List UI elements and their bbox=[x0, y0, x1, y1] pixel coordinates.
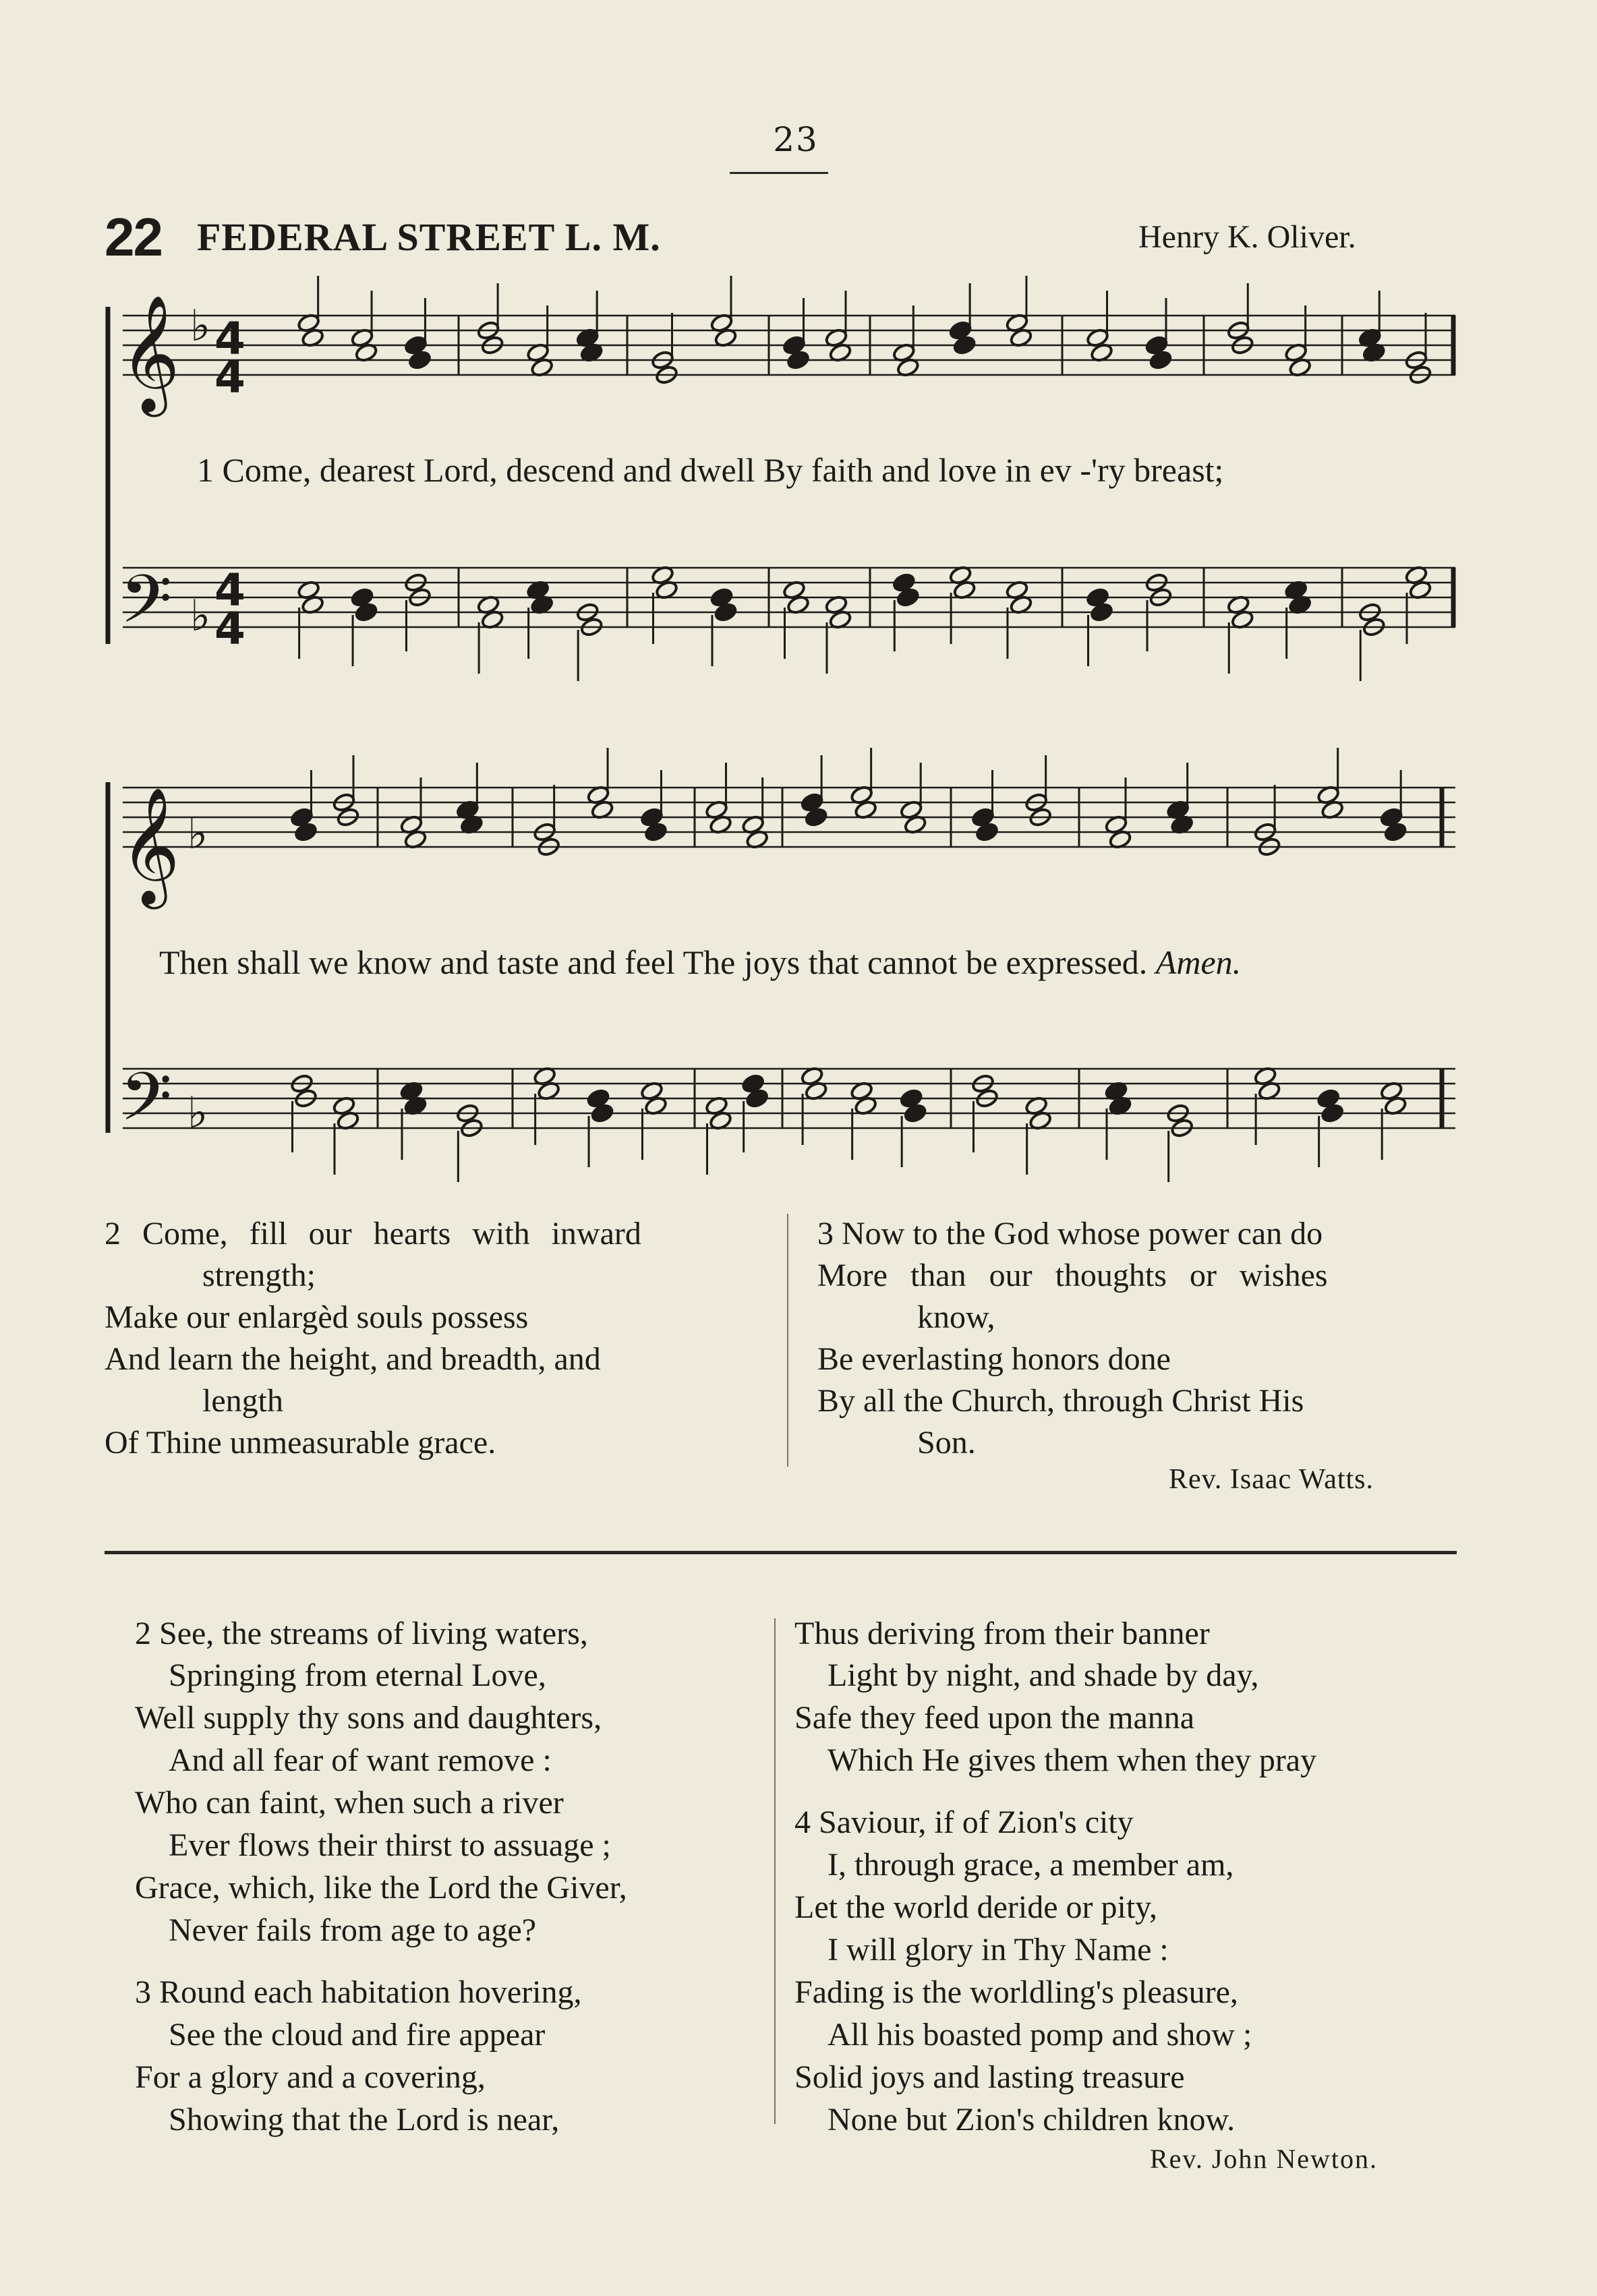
stanza-line: Which He gives them when they pray bbox=[827, 1742, 1317, 1778]
stanza-line: Grace, which, like the Lord the Giver, bbox=[135, 1870, 627, 1906]
lyric-line-2-text: Then shall we know and taste and feel The joys that cannot be expressed. bbox=[159, 943, 1156, 981]
stanza-line: For a glory and a covering, bbox=[135, 2059, 486, 2095]
column-divider bbox=[774, 1618, 776, 2124]
hymn-author: Rev. Isaac Watts. bbox=[1169, 1464, 1374, 1495]
amen-text: Amen. bbox=[1155, 943, 1242, 981]
composer: Henry K. Oliver. bbox=[1138, 219, 1356, 255]
hymn-number: 22 bbox=[105, 207, 162, 267]
stanza-line: Make our enlargèd souls possess bbox=[105, 1299, 529, 1335]
section-rule bbox=[105, 1551, 1457, 1554]
stanza-line: Of Thine unmeasurable grace. bbox=[105, 1425, 496, 1461]
stanza-line: Thus deriving from their banner bbox=[794, 1616, 1210, 1651]
stanza-line: 3 Now to the God whose power can do bbox=[817, 1216, 1323, 1252]
stanza-line: By all the Church, through Christ His bbox=[817, 1383, 1304, 1419]
time-signature-top: 4 bbox=[214, 564, 245, 616]
stanza-line: See the cloud and fire appear bbox=[169, 2017, 546, 2053]
second-hymn-author: Rev. John Newton. bbox=[1150, 2144, 1378, 2174]
bass-clef-icon: 𝄢 bbox=[120, 1059, 173, 1152]
stanza-line: I, through grace, a member am, bbox=[827, 1847, 1234, 1883]
stanza-line: Safe they feed upon the manna bbox=[794, 1700, 1195, 1736]
stanza-line: strength; bbox=[202, 1258, 316, 1293]
page-number: 23 bbox=[773, 120, 819, 159]
stanza-line: Ever flows their thirst to assuage ; bbox=[169, 1827, 611, 1863]
stanza-line: Fading is the worldling's pleasure, bbox=[794, 1974, 1238, 2010]
stanza-line: know, bbox=[917, 1299, 995, 1335]
stanza-line: 2 See, the streams of living waters, bbox=[135, 1616, 588, 1651]
tune-name: FEDERAL STREET L. M. bbox=[197, 215, 661, 259]
lyric-line-1: 1 Come, dearest Lord, descend and dwell By faith and love in ev -'ry breast; bbox=[197, 451, 1224, 489]
stanza-line: 3 Round each habitation hovering, bbox=[135, 1974, 582, 2010]
stanza-line: All his boasted pomp and show ; bbox=[827, 2017, 1252, 2053]
stanza-line: I will glory in Thy Name : bbox=[827, 1932, 1169, 1968]
stanza-line: Never fails from age to age? bbox=[169, 1912, 537, 1948]
stanza-line: Solid joys and lasting treasure bbox=[794, 2059, 1185, 2095]
stanza-line: Well supply thy sons and daughters, bbox=[135, 1700, 602, 1736]
stanza-line: More than our thoughts or wishes bbox=[817, 1258, 1328, 1293]
staves bbox=[108, 307, 1455, 1133]
key-signature-flat: ♭ bbox=[187, 809, 208, 859]
notes bbox=[290, 276, 1432, 1182]
stanza-line: Who can faint, when such a river bbox=[135, 1785, 564, 1821]
stanza-line: Let the world deride or pity, bbox=[794, 1889, 1158, 1925]
treble-clef-icon: 𝄞 bbox=[120, 295, 180, 412]
stanza-line: 4 Saviour, if of Zion's city bbox=[794, 1804, 1134, 1840]
stanza-line: Son. bbox=[917, 1425, 976, 1461]
time-signature-top: 4 bbox=[214, 313, 245, 365]
key-signature-flat: ♭ bbox=[187, 1088, 208, 1138]
stanza-line: Light by night, and shade by day, bbox=[827, 1657, 1259, 1693]
stanza-line: 2 Come, fill our hearts with inward bbox=[105, 1216, 641, 1252]
stanza-line: Showing that the Lord is near, bbox=[169, 2102, 560, 2138]
stanza-line: length bbox=[202, 1383, 283, 1419]
stanza-line: Springing from eternal Love, bbox=[169, 1657, 546, 1693]
stanza-line: And learn the height, and breadth, and bbox=[105, 1341, 601, 1377]
stanza-line: Be everlasting honors done bbox=[817, 1341, 1171, 1377]
time-signature-bottom: 4 bbox=[214, 603, 245, 655]
treble-clef-icon: 𝄞 bbox=[120, 787, 180, 904]
lyric-line-2 bbox=[159, 943, 1241, 982]
column-divider bbox=[787, 1214, 788, 1467]
stanza-line: And all fear of want remove : bbox=[169, 1742, 552, 1778]
stanza-line: None but Zion's children know. bbox=[827, 2102, 1236, 2138]
bass-clef-icon: 𝄢 bbox=[120, 561, 173, 655]
key-signature-flat: ♭ bbox=[190, 591, 211, 641]
time-signature-bottom: 4 bbox=[214, 351, 245, 403]
key-signature-flat: ♭ bbox=[190, 301, 211, 351]
